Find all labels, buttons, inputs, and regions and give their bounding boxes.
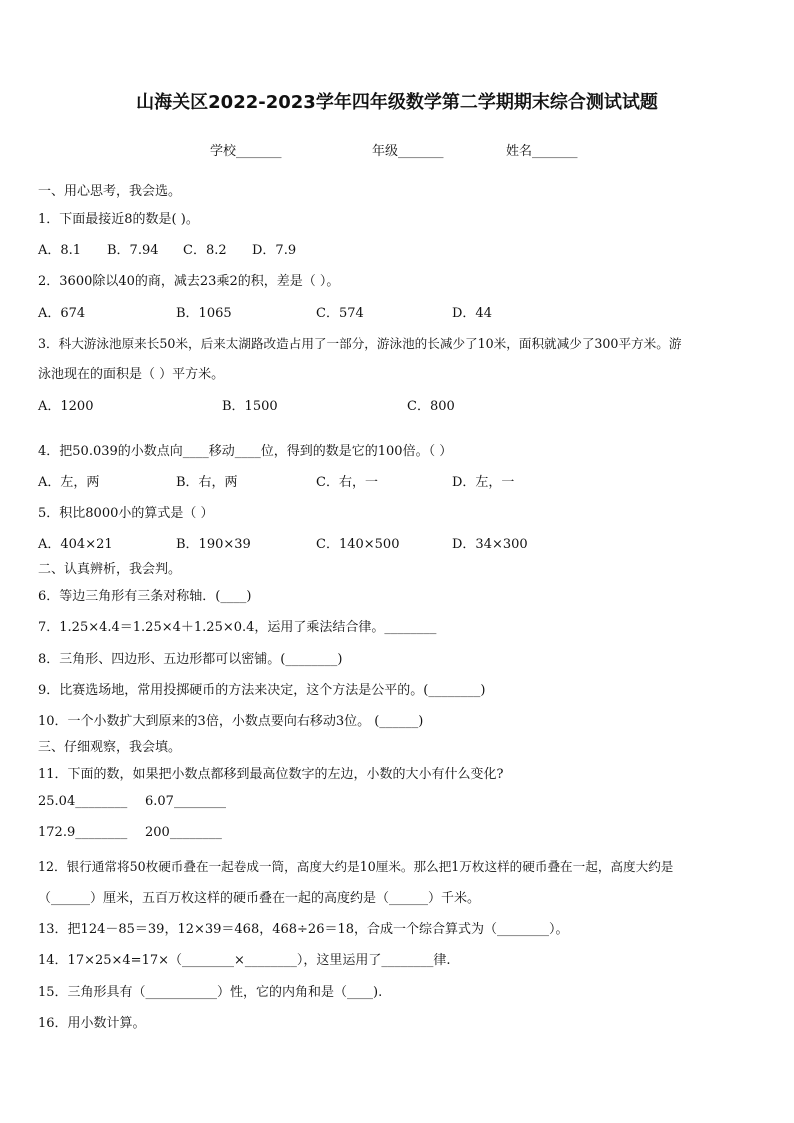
q5-option-d: D．34×300 bbox=[452, 537, 528, 552]
grade-field: 年级_______ bbox=[372, 144, 444, 159]
q11-item-4: 200________ bbox=[145, 825, 222, 840]
question-13: 13．把124－85＝39，12×39＝468，468÷26＝18，合成一个综合算式为（________）。 bbox=[38, 922, 569, 937]
q5-option-a: A．404×21 bbox=[38, 537, 113, 552]
question-7: 7．1.25×4.4＝1.25×4＋1.25×0.4，运用了乘法结合律。________ bbox=[38, 620, 437, 635]
question-14: 14．17×25×4=17×（________×________），这里运用了________律. bbox=[38, 953, 451, 968]
question-6: 6．等边三角形有三条对称轴．(____) bbox=[38, 589, 252, 604]
section-1-heading: 一、用心思考，我会选。 bbox=[38, 184, 182, 199]
q1-option-c: C．8.2 bbox=[183, 243, 227, 258]
q1-option-b: B．7.94 bbox=[107, 243, 159, 258]
question-8: 8．三角形、四边形、五边形都可以密铺。(________) bbox=[38, 652, 343, 667]
page-title: 山海关区2022-2023学年四年级数学第二学期期末综合测试试题 bbox=[136, 92, 658, 113]
q11-item-1: 25.04________ bbox=[38, 794, 128, 809]
question-2: 2．3600除以40的商，减去23乘2的积，差是（ ）。 bbox=[38, 274, 340, 289]
q4-option-a: A．左，两 bbox=[38, 475, 100, 490]
question-12-line-2: （______）厘米，五百万枚这样的硬币叠在一起的高度约是（______）千米。 bbox=[38, 891, 481, 906]
section-3-heading: 三、仔细观察，我会填。 bbox=[38, 740, 182, 755]
question-12-line-1: 12．银行通常将50枚硬币叠在一起卷成一筒，高度大约是10厘米。那么把1万枚这样的硬币叠在一起，高度大约是 bbox=[38, 859, 674, 874]
q4-option-b: B．右，两 bbox=[176, 475, 238, 490]
q5-option-c: C．140×500 bbox=[316, 537, 400, 552]
q2-option-a: A．674 bbox=[38, 306, 86, 321]
q3-option-a: A．1200 bbox=[38, 399, 94, 414]
question-10: 10．一个小数扩大到原来的3倍，小数点要向右移动3位。 (______) bbox=[38, 714, 424, 729]
q2-option-c: C．574 bbox=[316, 306, 364, 321]
q2-option-d: D．44 bbox=[452, 306, 492, 321]
school-field: 学校_______ bbox=[210, 144, 282, 159]
question-3-line-2: 泳池现在的面积是（ ）平方米。 bbox=[38, 367, 225, 382]
question-16: 16．用小数计算。 bbox=[38, 1016, 146, 1031]
question-5: 5．积比8000小的算式是（ ） bbox=[38, 506, 214, 521]
q1-option-d: D．7.9 bbox=[252, 243, 297, 258]
question-11: 11．下面的数，如果把小数点都移到最高位数字的左边，小数的大小有什么变化? bbox=[38, 767, 504, 782]
q1-option-a: A．8.1 bbox=[38, 243, 82, 258]
q3-option-b: B．1500 bbox=[222, 399, 278, 414]
question-4: 4．把50.039的小数点向____移动____位，得到的数是它的100倍。（ ） bbox=[38, 444, 453, 459]
question-15: 15．三角形具有（___________）性，它的内角和是（____). bbox=[38, 985, 383, 1000]
question-9: 9．比赛选场地，常用投掷硬币的方法来决定，这个方法是公平的。(________) bbox=[38, 683, 486, 698]
q11-item-3: 172.9________ bbox=[38, 825, 128, 840]
q2-option-b: B．1065 bbox=[176, 306, 232, 321]
q11-item-2: 6.07________ bbox=[145, 794, 226, 809]
question-3-line-1: 3．科大游泳池原来长50米，后来太湖路改造占用了一部分，游泳池的长减少了10米，面积就减少了300平方米。游 bbox=[38, 336, 682, 351]
q3-option-c: C．800 bbox=[407, 399, 455, 414]
name-field: 姓名_______ bbox=[506, 144, 578, 159]
q5-option-b: B．190×39 bbox=[176, 537, 251, 552]
q4-option-c: C．右，一 bbox=[316, 475, 378, 490]
section-2-heading: 二、认真辨析，我会判。 bbox=[38, 562, 182, 577]
question-1: 1．下面最接近8的数是( )。 bbox=[38, 212, 199, 227]
q4-option-d: D．左，一 bbox=[452, 475, 515, 490]
